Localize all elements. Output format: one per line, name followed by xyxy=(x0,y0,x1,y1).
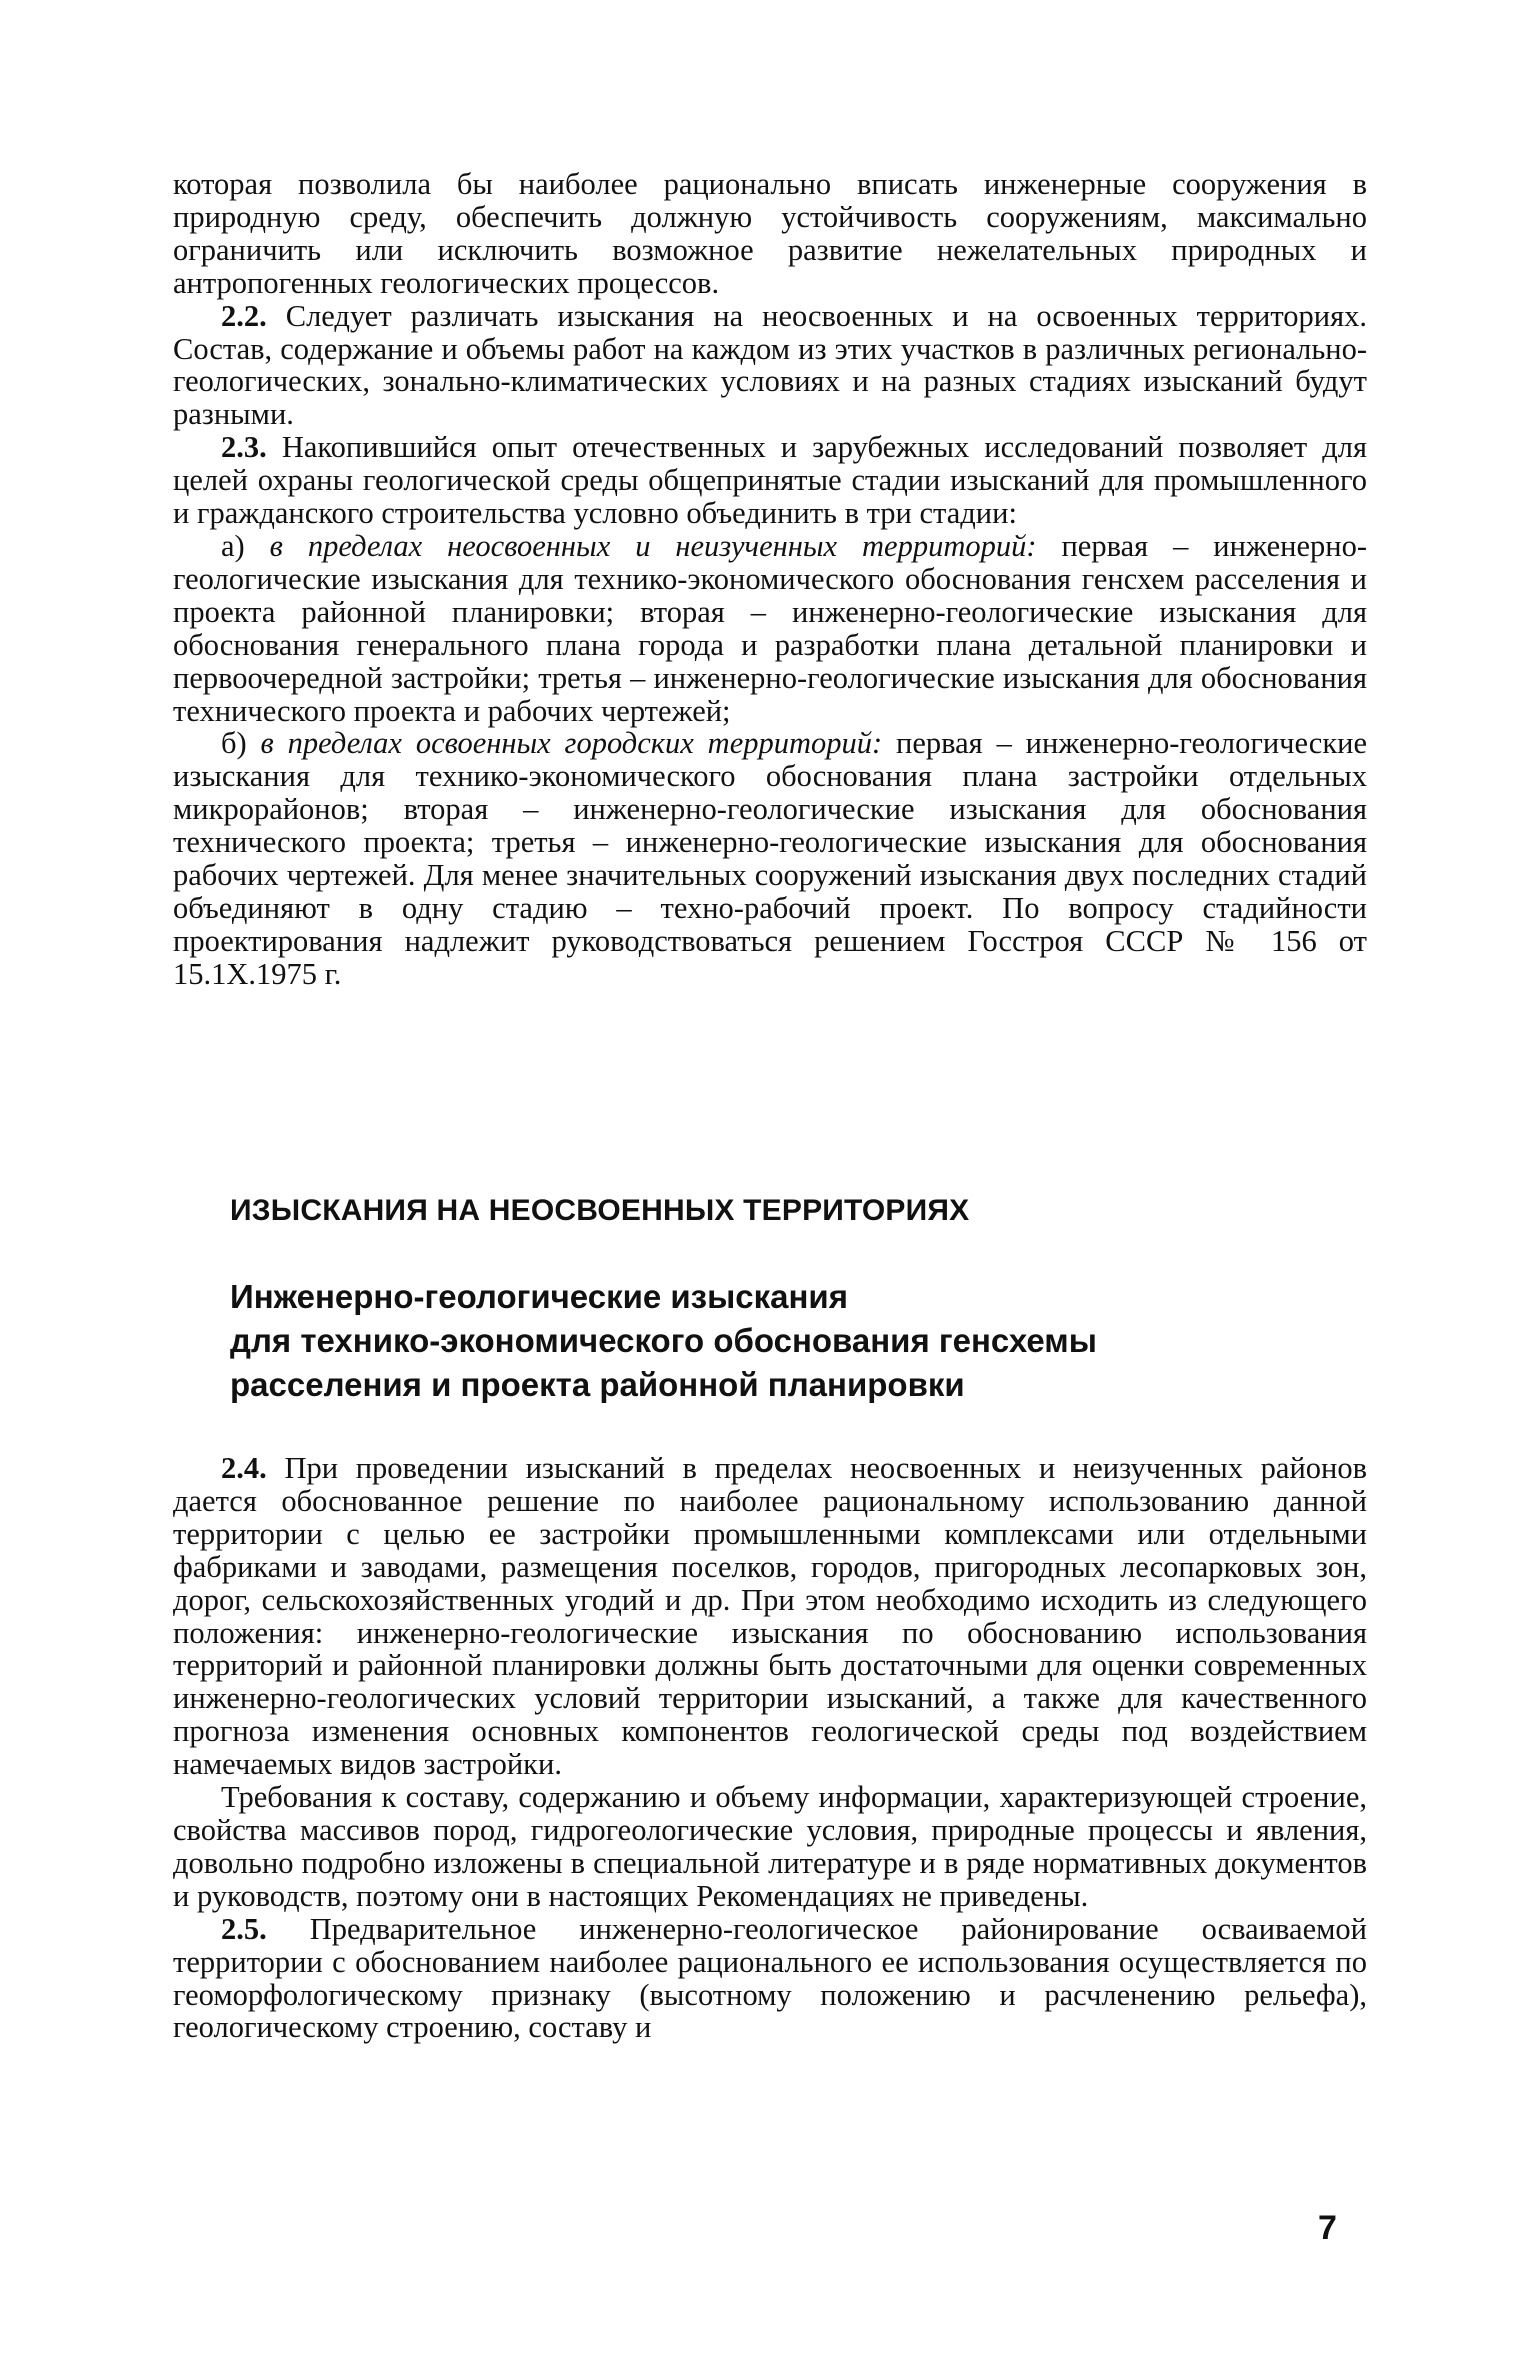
paragraph-2-2 xyxy=(173,300,1367,432)
text-block-bottom xyxy=(173,1452,1367,2044)
subheading-line: Инженерно-геологические изыскания xyxy=(230,1278,848,1315)
paragraph-2-4 xyxy=(173,1452,1367,1781)
list-item-b xyxy=(173,727,1367,990)
paragraph-text: Накопившийся опыт отечественных и зарубежных исследований позволяет для целей охраны геологической среды общепринятые стадии изысканий для промышленного и гражданского строительства условно объединить в три стадии: xyxy=(173,430,1367,531)
paragraph-number: 2.4. xyxy=(221,1451,267,1485)
paragraph-2-5 xyxy=(173,1913,1367,2045)
list-item-text: первая – инженерно-геологические изыскания для технико-экономического обоснования генсхем расселения и проекта районной планировки; вторая – инженерно-геологические изыскания для обоснования генерального плана города и разработки плана детальной планировки и первоочередной застройки; третья – инженерно-геологические изыскания для обоснования технического проекта и рабочих чертежей; xyxy=(173,528,1367,728)
list-marker: б) xyxy=(221,726,247,761)
list-item-title: в пределах освоенных городских территорий: xyxy=(260,726,883,761)
list-item-title: в пределах неосвоенных и неизученных территорий: xyxy=(269,528,1037,563)
paragraph-number: 2.2. xyxy=(221,298,267,333)
paragraph-number: 2.5. xyxy=(221,1911,267,1946)
text-block-top xyxy=(173,168,1367,991)
paragraph-requirements: Требования к составу, содержанию и объему информации, характеризующей строение, свойства массивов пород, гидрогеологические условия, природные процессы и явления, довольно подробно изложены в специальной литературе и в ряде нормативных документов и руководств, поэтому они в настоящих Рекомендациях не приведены. xyxy=(173,1780,1367,1913)
list-item-text: первая – инженерно-геологические изыскания для технико-экономического обоснования плана застройки отдельных микрорайонов; вторая – инженерно-геологические изыскания для обоснования технического проекта; третья – инженерно-геологические изыскания для обоснования рабочих чертежей. Для менее значительных сооружений изыскания двух последних стадий объединяют в одну стадию – техно-рабочий проект. По вопросу стадийности проектирования надлежит руководствоваться решением Госстроя СССР № 156 от 15.1Х.1975 г. xyxy=(173,726,1368,991)
paragraph-number: 2.3. xyxy=(221,430,267,465)
subheading xyxy=(230,1275,1280,1407)
list-item-a xyxy=(173,530,1367,727)
paragraph-text: Следует различать изыскания на неосвоенных и на освоенных территориях. Состав, содержание и объемы работ на каждом из этих участков в различных регионально-геологических, зонально-климатических условиях и на разных стадиях изысканий будут разными. xyxy=(173,298,1367,432)
paragraph-2-1-continuation: которая позволила бы наиболее рационально вписать инженерные сооружения в природную среду, обеспечить должную устойчивость сооружениям, максимально ограничить или исключить возможное развитие нежелательных природных и антропогенных геологических процессов. xyxy=(173,167,1367,300)
page-number: 7 xyxy=(1318,2209,1337,2247)
section-heading: ИЗЫСКАНИЯ НА НЕОСВОЕННЫХ ТЕРРИТОРИЯХ xyxy=(230,1194,970,1227)
subheading-line: для технико-экономического обоснования генсхемы xyxy=(230,1322,1097,1359)
subheading-line: расселения и проекта районной планировки xyxy=(230,1366,965,1403)
list-marker: а) xyxy=(221,528,245,563)
paragraph-2-3 xyxy=(173,431,1367,530)
paragraph-text: При проведении изысканий в пределах неосвоенных и неизученных районов дается обоснованное решение по наиболее рациональному использованию данной территории с целью ее застройки промышленными комплексами или отдельными фабриками и заводами, размещения поселков, городов, пригородных лесопарковых зон, дорог, сельскохозяйственных угодий и др. При этом необходимо исходить из следующего положения: инженерно-геологические изыскания по обоснованию использования территорий и районной планировки должны быть достаточными для оценки современных инженерно-геологических условий территории изысканий, а также для качественного прогноза изменения основных компонентов геологической среды под воздействием намечаемых видов застройки. xyxy=(173,1451,1368,1782)
paragraph-text: Предварительное инженерно-геологическое районирование осваиваемой территории с обоснованием наиболее рационального ее использования осуществляется по геоморфологическому признаку (высотному положению и расчленению рельефа), геологическому строению, составу и xyxy=(173,1911,1367,2045)
